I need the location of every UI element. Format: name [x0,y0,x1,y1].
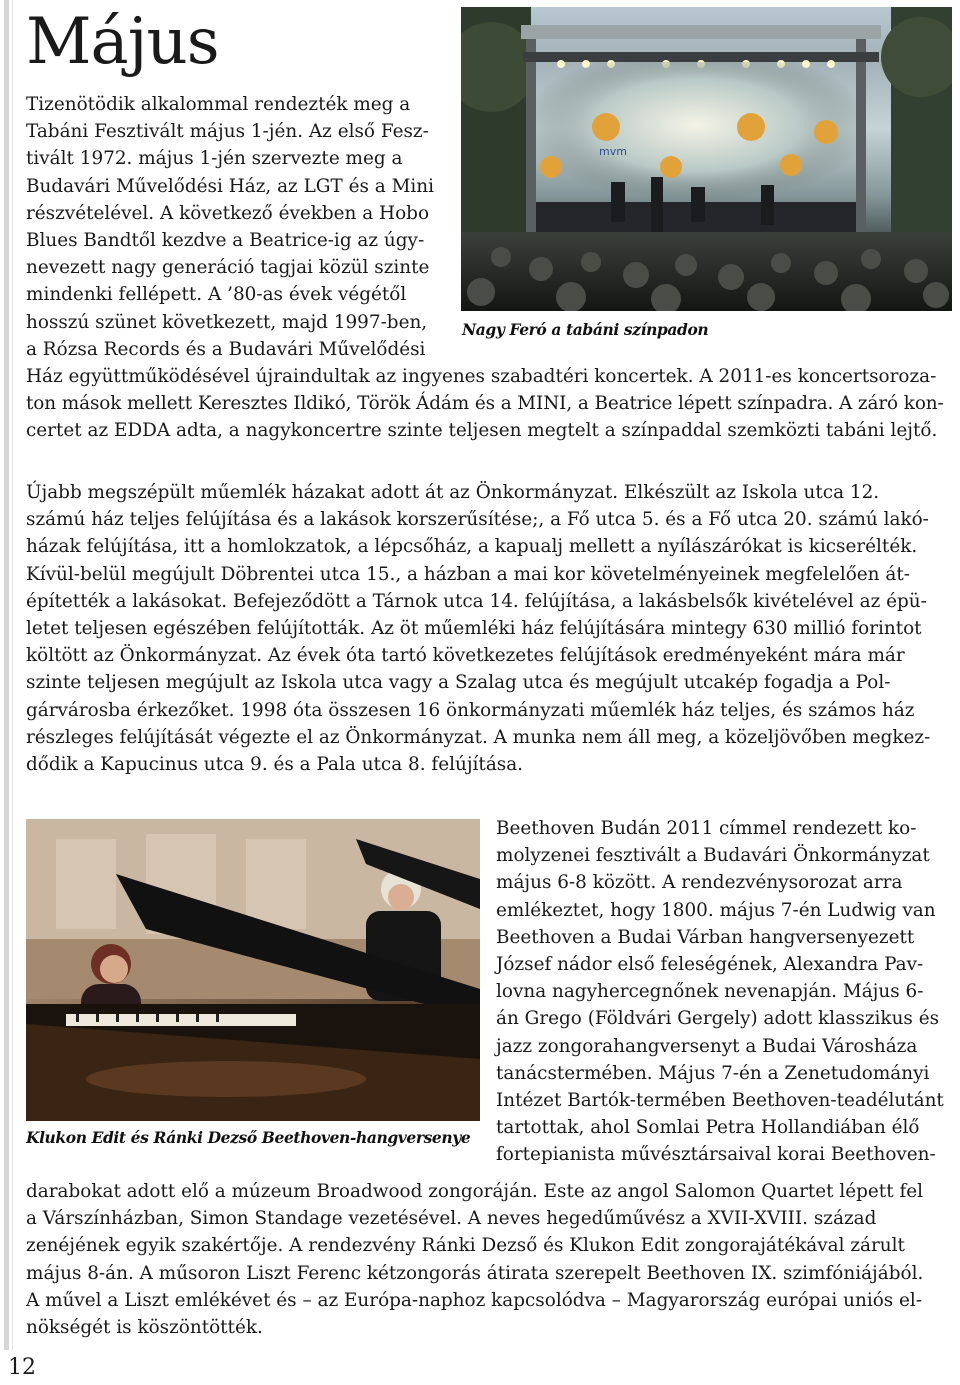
text-line: hosszú szünet következett, majd 1997-ben, [26,311,428,333]
text-line: a Várszínházban, Simon Standage vezetésével. A neves hegedűművész a XVII-XVIII. század [26,1208,877,1230]
paragraph-tabani-fesztival-cont [26,363,944,445]
pianists-photo-caption: Klukon Edit és Ránki Dezső Beethoven-hangversenye [26,1128,471,1147]
text-line: Budavári Művelődési Ház, az LGT és a Mini [26,175,435,197]
text-line: zenéjének egyik szakértője. A rendezvény Ránki Dezső és Klukon Edit zongorajátékával zárult [26,1235,905,1257]
text-line: mindenki fellépett. A ’80-as évek végétől [26,284,407,306]
text-line: Beethoven Budán 2011 címmel rendezett ko- [496,818,917,839]
pianists-concert-photo [26,819,480,1121]
text-line: darabokat adott elő a múzeum Broadwood zongoráján. Este az angol Salomon Quartet lépett fel [26,1181,924,1202]
text-line: letet teljesen egészében felújították. Az öt műemléki ház felújítására mintegy 630 millió forintot [26,618,922,640]
text-line: részvételével. A következő években a Hobo [26,202,430,224]
page-title: Május [26,5,219,79]
left-margin-rule [4,0,9,1350]
text-line: május 6-8 között. A rendezvénysorozat arra [496,872,903,894]
text-line: részleges felújítását végezte el az Önkormányzat. A munka nem áll meg, a közeljövőben megkez- [26,726,931,748]
text-line: Beethoven a Budai Várban hangversenyezett [496,926,915,948]
text-line: Kívül-belül megújult Döbrentei utca 15., a házban a mai kor követelményeinek megfelelően át- [26,563,910,585]
paragraph-beethoven-budan [496,815,949,1169]
text-line: Tabáni Fesztivált május 1-jén. Az első Fesz- [26,121,429,143]
text-line: gárvárosba érkezőket. 1998 óta összesen 16 önkormányzati műemlék ház teljes, és számos ház [26,699,915,721]
text-line: certet az EDDA adta, a nagykoncertre szinte teljesen megtelt a színpaddal szemközti tabáni lejtő. [26,420,938,442]
text-line: szinte teljesen megújult az Iskola utca vagy a Szalag utca és megújult utcakép fogadja a Pol- [26,672,891,694]
text-line: József nádor első feleségének, Alexandra Pav- [496,954,924,976]
text-line: Tizenötödik alkalommal rendezték meg a [26,94,411,115]
text-line: házak felújítása, itt a homlokzatok, a lépcsőház, a kapualj mellett a nyílászárókat is kicserélték. [26,536,918,558]
paragraph-tabani-fesztival [26,91,444,363]
left-margin-rule-thin [12,0,13,1350]
text-line: költött az Önkormányzat. Az évek óta tartó következetes felújítások eredményeként mára már [26,645,905,667]
text-line: Újabb megszépült műemlék házakat adott át az Önkormányzat. Elkészült az Iskola utca 12. [26,482,880,503]
page-number: 12 [8,1355,36,1380]
text-line: tivált 1972. május 1-jén szervezte meg a [26,148,403,170]
text-line: dődik a Kapucinus utca 9. és a Pala utca 8. felújítása. [26,754,524,776]
text-line: ton mások mellett Keresztes Ildikó, Török Ádám és a MINI, a Beatrice lépett színpadra. A záró kon- [26,393,944,415]
text-line: nevezett nagy generáció tagjai közül szinte [26,257,430,279]
text-line: molyzenei fesztivált a Budavári Önkormányzat [496,845,930,867]
text-line: emlékeztet, hogy 1800. május 7-én Ludwig van [496,899,936,921]
concert-photo-caption: Nagy Feró a tabáni színpadon [462,320,709,339]
text-line: Blues Bandtől kezdve a Beatrice-ig az úgy- [26,230,425,252]
text-line: jazz zongorahangversenyt a Budai Városháza [496,1035,918,1057]
text-line: május 8-án. A műsoron Liszt Ferenc kétzongorás átirata szerepelt Beethoven IX. szimfóniájából. [26,1262,924,1284]
text-line: lovna nagyhercegnőnek nevenapján. Május 6- [496,981,924,1003]
text-line: számú ház teljes felújítása és a lakások korszerűsítése;, a Fő utca 5. és a Fő utca 20. számú lakó- [26,509,929,531]
text-line: Intézet Bartók-termében Beethoven-teadélutánt [496,1090,944,1112]
text-line: fortepianista művésztársaival korai Beethoven- [496,1144,936,1166]
text-line: án Grego (Földvári Gergely) adott klasszikus és [496,1008,940,1030]
text-line: tartottak, ahol Somlai Petra Hollandiában élő [496,1117,920,1139]
text-line: tanácstermében. Május 7-én a Zenetudományi [496,1062,930,1084]
text-line: Ház együttműködésével újraindultak az ingyenes szabadtéri koncertek. A 2011-es koncertsoroza- [26,366,937,387]
text-line: nökségét is köszöntötték. [26,1317,263,1339]
paragraph-muemlek-hazak [26,479,944,778]
text-line: a Rózsa Records és a Budavári Művelődési [26,338,426,360]
banner-logo-text: mvm [599,145,627,158]
paragraph-beethoven-budan-cont [26,1178,950,1341]
text-line: A művel a Liszt emlékévet és – az Európa-naphoz kapcsolódva – Magyarország európai uniós el- [26,1289,923,1311]
text-line: építették a lakásokat. Befejeződött a Tárnok utca 14. felújítása, a lakásbelsők kivételével az épü- [26,590,927,612]
concert-stage-photo [461,7,952,311]
